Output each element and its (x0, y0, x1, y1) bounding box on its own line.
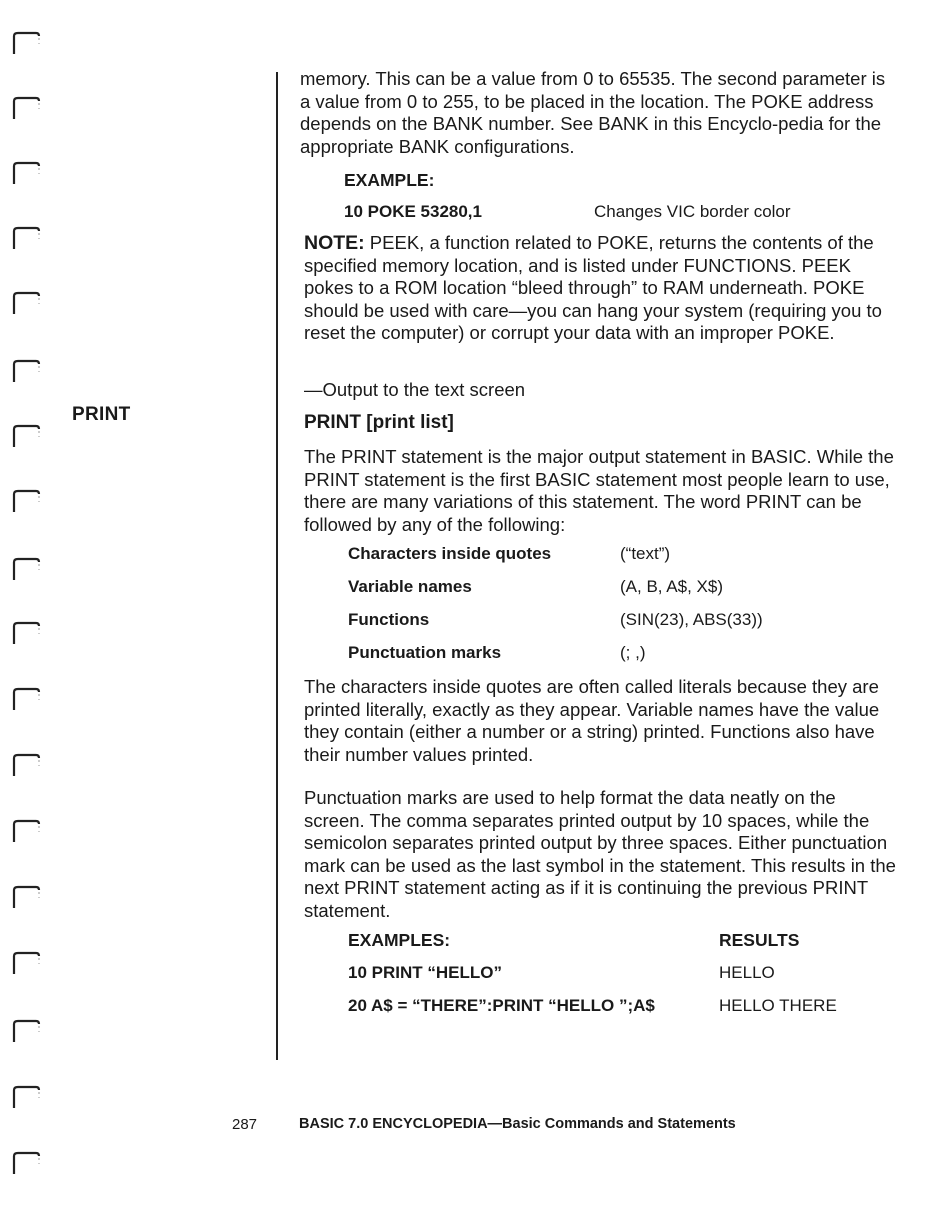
example-heading: EXAMPLE: (344, 170, 435, 190)
example-description: Changes VIC border color (594, 202, 791, 221)
binder-ring (8, 1084, 44, 1110)
follow-item-example: (; ,) (620, 643, 646, 662)
binder-ring (8, 818, 44, 844)
example-result: HELLO THERE (719, 996, 837, 1015)
binder-ring (8, 423, 44, 449)
print-paragraph-1: The PRINT statement is the major output statement in BASIC. While the PRINT statement is the first BASIC statement most people learn to use, there are many variations of this statement. The word PRINT can be followed by any of the following: (304, 446, 894, 535)
binder-ring (8, 30, 44, 56)
example-code: 10 POKE 53280,1 (344, 202, 482, 221)
note-label: NOTE: (304, 232, 365, 254)
example-code: 10 PRINT “HELLO” (348, 963, 502, 982)
follow-item-label: Variable names (348, 577, 472, 596)
follow-item-example: (SIN(23), ABS(33)) (620, 610, 763, 629)
page-number: 287 (232, 1116, 258, 1133)
example-result: HELLO (719, 963, 775, 982)
binder-ring (8, 358, 44, 384)
examples-heading: EXAMPLES: (348, 930, 451, 950)
binder-ring (8, 686, 44, 712)
section-label-print: PRINT (72, 404, 131, 425)
binder-ring (8, 950, 44, 976)
binder-ring (8, 1018, 44, 1044)
follow-item-label: Punctuation marks (348, 643, 502, 662)
print-syntax: PRINT [print list] (304, 412, 454, 433)
column-divider (276, 72, 278, 1060)
example-code: 20 A$ = “THERE”:PRINT “HELLO ”;A$ (348, 996, 655, 1015)
follow-item-example: (A, B, A$, X$) (620, 577, 723, 596)
binder-ring (8, 1150, 44, 1176)
note-paragraph (304, 232, 898, 345)
print-paragraph-2: The characters inside quotes are often called literals because they are printed literally, exactly as they appear. Variable names have the value they contain (either a number or a string) printed. Functions also have their number values printed. (304, 676, 880, 765)
note-text: PEEK, a function related to POKE, returns the contents of the specified memory location, and is listed under FUNCTIONS. PEEK pokes to a ROM location “bleed through” to RAM underneath. POKE should be used with care—you can hang your system (requiring you to reset the computer) or corrupt your data with an improper POKE. (304, 232, 882, 343)
intro-paragraph: memory. This can be a value from 0 to 65535. The second parameter is a value from 0 to 255, to be placed in the location. The POKE address depends on the BANK number. See BANK in this Encyclo-pedia for the appropriate BANK configurations. (300, 68, 886, 157)
binder-ring (8, 488, 44, 514)
footer-title: BASIC 7.0 ENCYCLOPEDIA—Basic Commands and Statements (299, 1116, 736, 1132)
binder-ring (8, 290, 44, 316)
binder-ring (8, 225, 44, 251)
binder-ring (8, 752, 44, 778)
follow-item-example: (“text”) (620, 544, 671, 563)
binder-ring (8, 620, 44, 646)
binder-ring (8, 160, 44, 186)
binder-ring (8, 884, 44, 910)
results-heading: RESULTS (719, 930, 800, 950)
binder-ring (8, 556, 44, 582)
print-paragraph-3: Punctuation marks are used to help format the data neatly on the screen. The comma separates printed output by 10 spaces, while the semicolon separates printed output by three spaces. Either punctuation mark can be used as the last symbol in the statement. This results in the next PRINT statement acting as if it is continuing the previous PRINT statement. (304, 787, 896, 921)
print-subtitle: —Output to the text screen (304, 379, 526, 400)
binder-ring (8, 95, 44, 121)
follow-item-label: Characters inside quotes (348, 544, 552, 563)
follow-item-label: Functions (348, 610, 430, 629)
